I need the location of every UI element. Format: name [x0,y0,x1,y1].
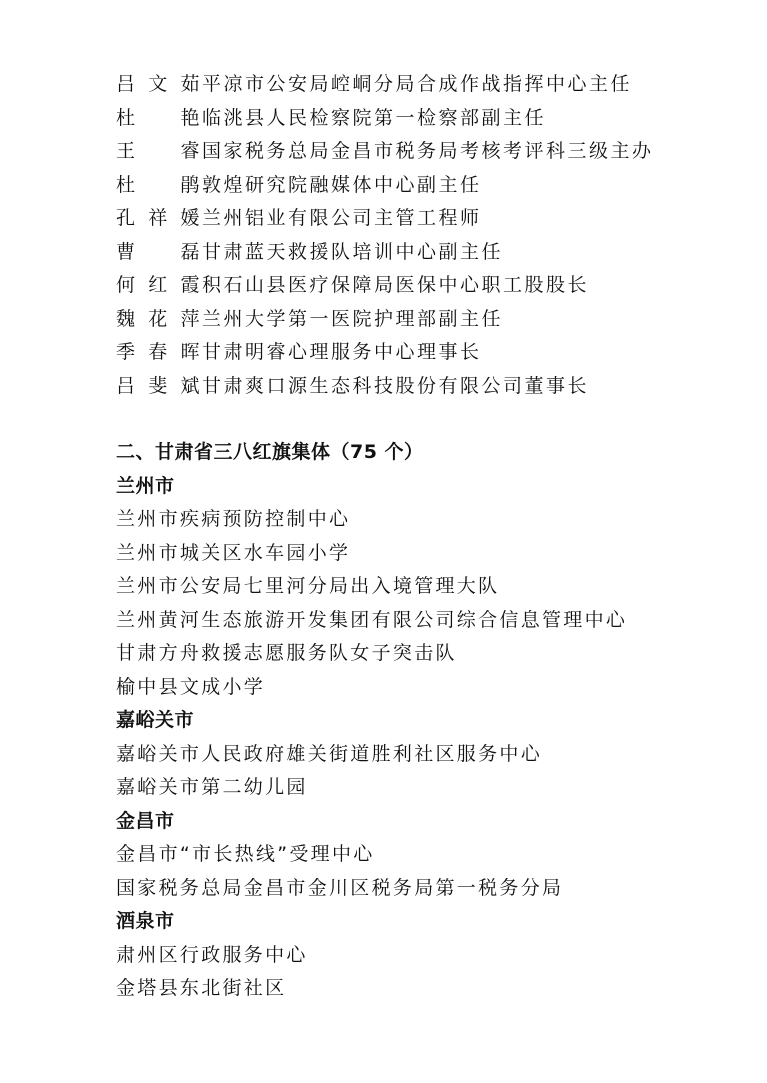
city-heading-jinchang: 金昌市 [116,809,175,832]
organization-item: 金昌市“市长热线”受理中心 [116,843,375,865]
awardee-title: 临洮县人民检察院第一检察部副主任 [202,106,547,129]
awardee-title: 甘肃明睿心理服务中心理事长 [202,341,482,363]
awardee-name: 季春晖 [116,341,202,363]
awardee-row [116,102,736,136]
awardee-row [116,336,736,370]
organization-item: 兰州黄河生态旅游开发集团有限公司综合信息管理中心 [116,608,628,631]
awardee-row [116,269,736,303]
awardee-name: 吕文茹 [116,73,202,95]
city-heading-lanzhou: 兰州市 [116,474,175,497]
organization-item: 国家税务总局金昌市金川区税务局第一税务分局 [116,876,564,899]
awardee-row [116,202,736,236]
awardee-row [116,303,736,337]
awardee-row [116,135,736,169]
organization-item: 兰州市疾病预防控制中心 [116,508,351,530]
organization-item: 甘肃方舟救援志愿服务队女子突击队 [116,642,457,664]
section-heading: 二、甘肃省三八红旗集体（75 个） [116,441,424,463]
awardee-row [116,236,736,270]
organization-item: 榆中县文成小学 [116,675,266,698]
awardee-row [116,370,736,404]
awardee-name: 何红霞 [116,274,202,296]
organization-item: 金塔县东北街社区 [116,977,287,999]
city-heading-jiuquan: 酒泉市 [116,910,175,932]
awardee-name: 王 睿 [116,140,202,162]
awardee-name: 魏花萍 [116,307,202,330]
awardee-name: 杜 鹃 [116,173,202,196]
awardee-title: 平凉市公安局崆峒分局合成作战指挥中心主任 [202,73,633,95]
awardee-name: 曹 磊 [116,240,202,263]
organization-item: 兰州市城关区水车园小学 [116,541,351,564]
awardee-name: 杜 艳 [116,106,202,129]
collective-section [116,436,746,1006]
awardee-row [116,68,736,102]
organization-item: 嘉峪关市人民政府雄关街道胜利社区服务中心 [116,742,543,765]
awardee-title: 甘肃爽口源生态科技股份有限公司董事长 [202,374,590,397]
awardee-title: 敦煌研究院融媒体中心副主任 [202,173,482,196]
awardee-name: 吕斐斌 [116,374,202,397]
awardee-name: 孔祥媛 [116,207,202,229]
organization-item: 肃州区行政服务中心 [116,943,308,966]
awardee-row [116,169,736,203]
awardee-title: 国家税务总局金昌市税务局考核考评科三级主办 [202,140,654,162]
awardee-list [116,68,736,403]
awardee-title: 兰州铝业有限公司主管工程师 [202,207,482,229]
organization-item: 兰州市公安局七里河分局出入境管理大队 [116,575,500,597]
awardee-title: 甘肃蓝天救援队培训中心副主任 [202,240,504,263]
organization-item: 嘉峪关市第二幼儿园 [116,776,308,798]
awardee-title: 兰州大学第一医院护理部副主任 [202,307,504,330]
awardee-title: 积石山县医疗保障局医保中心职工股股长 [202,274,590,296]
city-heading-jiayuguan: 嘉峪关市 [116,709,195,731]
